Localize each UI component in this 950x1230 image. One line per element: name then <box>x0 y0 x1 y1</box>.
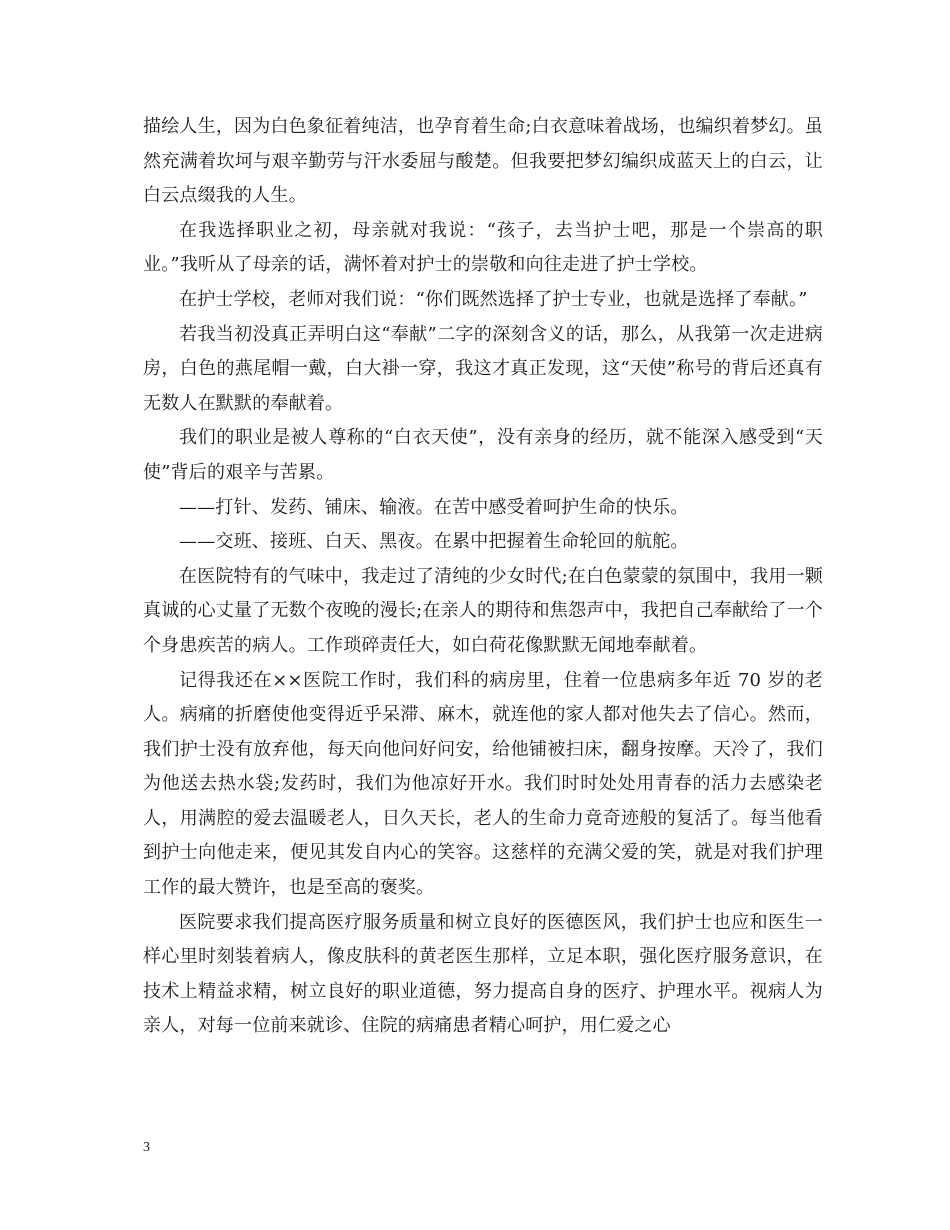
paragraph-10: 医院要求我们提高医疗服务质量和树立良好的医德医风，我们护士也应和医生一样心里时刻装着病人，像皮肤科的黄老医生那样，立足本职，强化医疗服务意识，在技术上精益求精，树立良好的职业道德，努力提高自身的医疗、护理水平。视病人为亲人，对每一位前来就诊、住院的病痛患者精心呵护，用仁爱之心 <box>143 911 823 1037</box>
paragraph-4: 若我当初没真正弄明白这“奉献”二字的深刻含义的话，那么，从我第一次走进病房，白色的燕尾帽一戴，白大褂一穿，我这才真正发现，这“天使”称号的背后还真有无数人在默默的奉献着。 <box>143 323 823 414</box>
paragraph-7: ——交班、接班、白天、黑夜。在累中把握着生命轮回的航舵。 <box>179 531 689 553</box>
paragraph-3: 在护士学校，老师对我们说：“你们既然选择了护士专业，也就是选择了奉献。” <box>179 288 808 310</box>
paragraph-6: ——打针、发药、铺床、输液。在苦中感受着呵护生命的快乐。 <box>179 496 689 518</box>
paragraph-5: 我们的职业是被人尊称的“白衣天使”，没有亲身的经历，就不能深入感受到“天使”背后的艰辛与苦累。 <box>143 427 823 483</box>
paragraph-8: 在医院特有的气味中，我走过了清纯的少女时代;在白色蒙蒙的氛围中，我用一颗真诚的心丈量了无数个夜晚的漫长;在亲人的期待和焦怨声中，我把自己奉献给了一个个身患疾苦的病人。工作琐碎责任大，如白荷花像默默无闻地奉献着。 <box>143 565 823 656</box>
page-number: 3 <box>143 1140 150 1155</box>
paragraph-1: 描绘人生，因为白色象征着纯洁，也孕育着生命;白衣意味着战场，也编织着梦幻。虽然充满着坎坷与艰辛勤劳与汗水委屈与酸楚。但我要把梦幻编织成蓝天上的白云，让白云点缀我的人生。 <box>143 116 823 207</box>
body-text <box>143 110 823 1044</box>
paragraph-2: 在我选择职业之初，母亲就对我说：“孩子，去当护士吧，那是一个崇高的职业。”我听从了母亲的话，满怀着对护士的崇敬和向往走进了护士学校。 <box>143 219 823 276</box>
paragraph-9: 记得我还在××医院工作时，我们科的病房里，住着一位患病多年近 70 岁的老人。病痛的折磨使他变得近乎呆滞、麻木，就连他的家人都对他失去了信心。然而，我们护士没有放弃他，每天向他问好问安，给他铺被扫床，翻身按摩。天冷了，我们为他送去热水袋;发药时，我们为他凉好开水。我们时时处处用青春的活力去感染老人，用满腔的爱去温暖老人，日久天长，老人的生命力竟奇迹般的复活了。每当他看到护士向他走来，便见其发自内心的笑容。这慈样的充满父爱的笑，就是对我们护理工作的最大赞许，也是至高的褒奖。 <box>143 669 823 899</box>
